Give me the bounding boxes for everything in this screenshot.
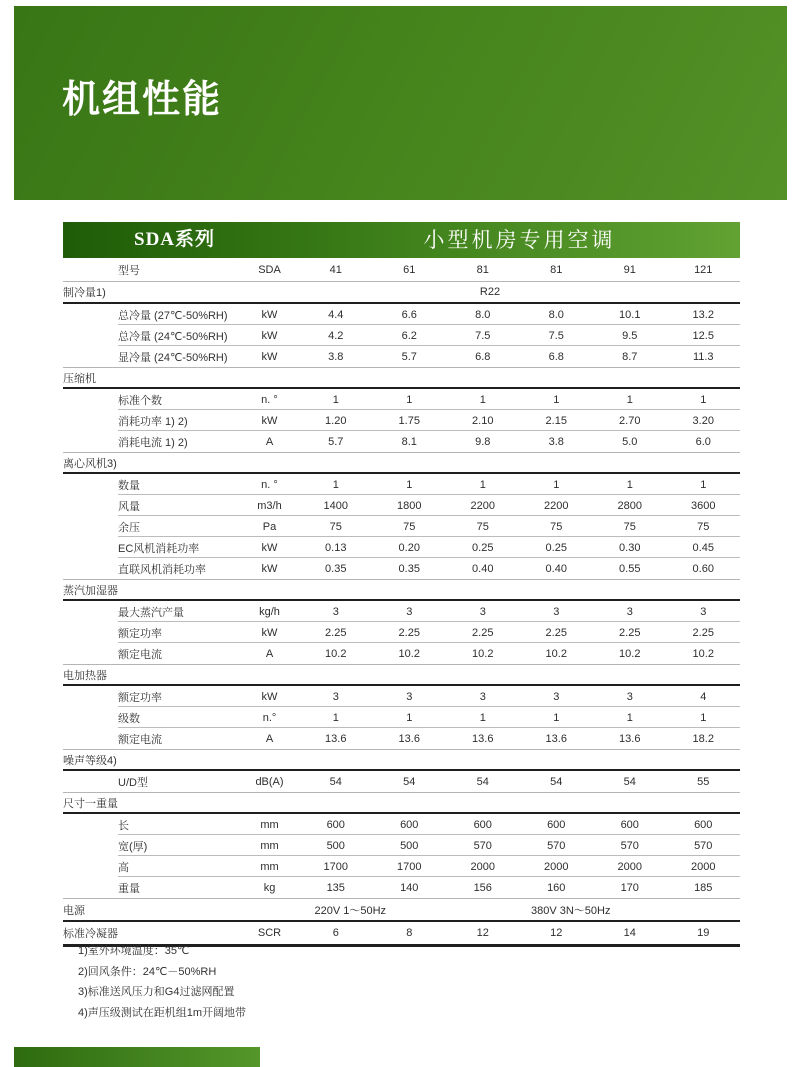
unit-cell: n.°	[262, 711, 277, 724]
row-label: 标准个数	[118, 394, 162, 407]
table-row	[63, 643, 740, 665]
unit-cell: m3/h	[257, 499, 282, 512]
unit-cell: mm	[260, 818, 279, 831]
value-cell: 140	[400, 881, 419, 894]
value-cell: 75	[403, 520, 416, 533]
value-cell: 1	[700, 711, 707, 724]
value-cell: 2000	[617, 860, 642, 873]
value-cell: 1	[626, 393, 633, 406]
unit-cell: kg	[263, 881, 276, 894]
value-cell: 2200	[470, 499, 495, 512]
unit-cell: kW	[261, 350, 278, 363]
value-cell: 156	[473, 881, 492, 894]
table-row	[63, 899, 740, 922]
value-cell: 19	[697, 927, 710, 939]
unit-cell: kW	[261, 562, 278, 575]
value-cell: 3.8	[548, 435, 564, 448]
value-cell: 8.1	[401, 435, 417, 448]
value-cell: 2200	[544, 499, 569, 512]
value-cell: 3	[332, 690, 339, 703]
value-cell: 81	[550, 263, 563, 276]
table-row	[63, 558, 740, 580]
value-cell: 1	[626, 478, 633, 491]
value-cell: 121	[694, 263, 713, 276]
value-cell: 8.0	[548, 308, 564, 321]
value-cell: 7.5	[475, 329, 491, 342]
value-cell: 14	[623, 927, 636, 939]
table-row	[63, 835, 740, 856]
value-cell: 1	[479, 393, 486, 406]
value-cell: 0.40	[545, 562, 567, 575]
value-cell: 9.5	[622, 329, 638, 342]
value-cell: 1	[406, 393, 413, 406]
footnote-line: 3)标准送风压力和G4过滤网配置	[78, 986, 235, 999]
value-cell: 55	[697, 775, 710, 788]
value-cell: 12	[550, 927, 563, 939]
product-title: 小型机房专用空调	[423, 228, 616, 252]
footnote-line: 1)室外环境温度：35℃	[78, 945, 190, 957]
row-label: 级数	[118, 712, 140, 725]
table-row	[63, 686, 740, 707]
value-cell: 1	[332, 393, 339, 406]
row-label: 蒸汽加湿器	[63, 584, 118, 597]
value-cell: 10.2	[619, 647, 641, 660]
value-cell: 0.30	[619, 541, 641, 554]
value-cell: 81	[476, 263, 489, 276]
table-row	[63, 282, 740, 304]
value-cell: 18.2	[692, 732, 714, 745]
value-cell: 2.25	[325, 626, 347, 639]
value-cell: 5.7	[328, 435, 344, 448]
value-cell: 54	[403, 775, 416, 788]
value-cell: 5.7	[401, 350, 417, 363]
footnote-line: 2)回风条件：24℃－50%RH	[78, 965, 217, 978]
row-label: 制冷量1)	[63, 287, 106, 299]
unit-cell: dB(A)	[255, 775, 284, 788]
value-cell: 1700	[397, 860, 422, 873]
value-cell: 8	[406, 927, 413, 939]
value-cell: 3	[553, 605, 560, 618]
value-cell: 13.2	[692, 308, 714, 321]
value-cell: 10.2	[325, 647, 347, 660]
row-label: 风量	[118, 500, 140, 513]
value-cell: 185	[694, 881, 713, 894]
unit-cell: n. °	[261, 393, 278, 406]
value-cell: 41	[329, 263, 342, 276]
row-label: 直联风机消耗功率	[118, 563, 206, 576]
value-cell: 11.3	[692, 350, 714, 363]
value-cell: 1.75	[398, 414, 420, 427]
value-cell: 75	[697, 520, 710, 533]
value-cell: 0.35	[398, 562, 420, 575]
table-row	[63, 601, 740, 622]
row-label: 噪声等级4)	[63, 754, 117, 767]
footnotes	[78, 941, 246, 1024]
value-cell: 8.7	[622, 350, 638, 363]
value-cell: 1	[553, 393, 560, 406]
unit-cell: A	[265, 732, 274, 745]
row-label: 消耗电流 1) 2)	[118, 436, 188, 449]
table-row	[63, 537, 740, 558]
series-label: SDA系列	[134, 229, 216, 250]
value-cell: 2.25	[398, 626, 420, 639]
value-cell: 6.8	[548, 350, 564, 363]
row-label: 额定电流	[118, 733, 162, 746]
value-cell: 54	[623, 775, 636, 788]
table-row	[63, 877, 740, 899]
table-row	[63, 346, 740, 368]
value-cell: 6	[332, 927, 339, 939]
table-row	[63, 771, 740, 793]
value-cell: 8.0	[475, 308, 491, 321]
value-cell: 600	[473, 818, 492, 831]
value-cell: 600	[400, 818, 419, 831]
row-label: 总冷量 (27℃-50%RH)	[118, 309, 228, 322]
table-row	[63, 728, 740, 750]
value-cell: 2.15	[545, 414, 567, 427]
green-banner	[14, 6, 787, 200]
table-row	[63, 304, 740, 325]
value-cell: 6.8	[475, 350, 491, 363]
unit-cell: mm	[260, 839, 279, 852]
value-cell: 54	[476, 775, 489, 788]
table-row	[63, 410, 740, 431]
value-cell: 10.2	[398, 647, 420, 660]
value-cell: 600	[547, 818, 566, 831]
table-row	[63, 814, 740, 835]
value-cell: 75	[550, 520, 563, 533]
row-label: 余压	[118, 521, 140, 534]
unit-cell: A	[265, 435, 274, 448]
value-cell: 2000	[544, 860, 569, 873]
row-label: 压缩机	[63, 372, 96, 385]
value-cell: 1	[332, 478, 339, 491]
value-cell: 1700	[323, 860, 348, 873]
spec-table	[63, 258, 740, 947]
table-header-bar	[63, 222, 740, 258]
value-cell: 3600	[691, 499, 716, 512]
value-cell: 6.2	[401, 329, 417, 342]
value-cell: 4.2	[328, 329, 344, 342]
value-cell: 0.40	[472, 562, 494, 575]
row-label: 消耗功率 1) 2)	[118, 415, 188, 428]
power-span: 380V 3N～50Hz	[531, 904, 611, 917]
value-cell: 10.2	[472, 647, 494, 660]
value-cell: 5.0	[622, 435, 638, 448]
value-cell: 0.45	[692, 541, 714, 554]
value-cell: 13.6	[325, 732, 347, 745]
value-cell: 10.2	[692, 647, 714, 660]
value-cell: 1	[406, 478, 413, 491]
row-label: U/D型	[118, 776, 148, 789]
value-cell: 570	[620, 839, 639, 852]
value-cell: 500	[400, 839, 419, 852]
row-label: 重量	[118, 882, 140, 895]
value-cell: 9.8	[475, 435, 491, 448]
value-cell: 13.6	[619, 732, 641, 745]
unit-cell: kW	[261, 414, 278, 427]
value-cell: 3	[406, 690, 413, 703]
spec-table-wrap	[63, 222, 740, 947]
value-cell: 3.8	[328, 350, 344, 363]
value-cell: 75	[623, 520, 636, 533]
value-cell: 0.55	[619, 562, 641, 575]
value-cell: 12.5	[692, 329, 714, 342]
footer-accent-bar	[14, 1047, 260, 1067]
value-cell: 2000	[470, 860, 495, 873]
table-row	[63, 516, 740, 537]
table-row	[63, 258, 740, 282]
value-cell: 3	[479, 605, 486, 618]
value-cell: 0.60	[692, 562, 714, 575]
unit-cell: Pa	[262, 520, 277, 533]
value-cell: 12	[476, 927, 489, 939]
row-label: 显冷量 (24℃-50%RH)	[118, 351, 228, 364]
unit-cell: kW	[261, 541, 278, 554]
table-row	[63, 325, 740, 346]
value-cell: 3	[406, 605, 413, 618]
unit-cell: kW	[261, 626, 278, 639]
unit-cell: A	[265, 647, 274, 660]
section-row	[63, 368, 740, 389]
value-cell: 13.6	[472, 732, 494, 745]
unit-cell: SDA	[258, 263, 281, 276]
row-label: 最大蒸汽产量	[118, 606, 184, 619]
value-cell: 54	[550, 775, 563, 788]
value-cell: 3	[553, 690, 560, 703]
unit-cell: mm	[260, 860, 279, 873]
value-cell: 2.70	[619, 414, 641, 427]
value-cell: 2.25	[472, 626, 494, 639]
unit-cell: kW	[261, 329, 278, 342]
row-label: 标准冷凝器	[63, 928, 118, 940]
value-cell: 1.20	[325, 414, 347, 427]
row-label: 额定电流	[118, 648, 162, 661]
refrigerant-span: R22	[479, 286, 501, 298]
table-row	[63, 431, 740, 453]
row-label: 尺寸一重量	[63, 797, 118, 810]
value-cell: 2800	[617, 499, 642, 512]
value-cell: 10.1	[619, 308, 641, 321]
value-cell: 3	[700, 605, 707, 618]
table-row	[63, 495, 740, 516]
row-label: 型号	[118, 264, 140, 277]
value-cell: 1	[700, 478, 707, 491]
row-label: 电加热器	[63, 669, 107, 682]
value-cell: 3.20	[692, 414, 714, 427]
value-cell: 1	[406, 711, 413, 724]
row-label: 高	[118, 861, 129, 874]
value-cell: 1400	[323, 499, 348, 512]
section-row	[63, 750, 740, 771]
table-row	[63, 389, 740, 410]
value-cell: 6.0	[695, 435, 711, 448]
unit-cell: n. °	[261, 478, 278, 491]
unit-cell: kg/h	[259, 605, 280, 618]
section-row	[63, 793, 740, 814]
row-label: 数量	[118, 479, 140, 492]
section-row	[63, 453, 740, 474]
row-label: 电源	[63, 904, 85, 917]
value-cell: 600	[326, 818, 345, 831]
value-cell: 0.35	[325, 562, 347, 575]
value-cell: 75	[476, 520, 489, 533]
value-cell: 3	[332, 605, 339, 618]
value-cell: 0.25	[545, 541, 567, 554]
value-cell: 2000	[691, 860, 716, 873]
value-cell: 2.25	[692, 626, 714, 639]
value-cell: 0.25	[472, 541, 494, 554]
value-cell: 1	[700, 393, 707, 406]
table-row	[63, 474, 740, 495]
value-cell: 4.4	[328, 308, 344, 321]
value-cell: 3	[626, 690, 633, 703]
value-cell: 4	[700, 690, 707, 703]
table-row	[63, 856, 740, 877]
value-cell: 61	[403, 263, 416, 276]
unit-cell: kW	[261, 308, 278, 321]
value-cell: 1	[332, 711, 339, 724]
value-cell: 1800	[397, 499, 422, 512]
value-cell: 54	[329, 775, 342, 788]
value-cell: 570	[694, 839, 713, 852]
value-cell: 135	[326, 881, 345, 894]
value-cell: 2.10	[472, 414, 494, 427]
value-cell: 160	[547, 881, 566, 894]
value-cell: 1	[479, 711, 486, 724]
footnote-line: 4)声压级测试在距机组1m开阔地带	[78, 1007, 247, 1020]
value-cell: 3	[479, 690, 486, 703]
row-label: 总冷量 (24℃-50%RH)	[118, 330, 228, 343]
value-cell: 0.13	[325, 541, 347, 554]
value-cell: 500	[326, 839, 345, 852]
value-cell: 1	[553, 478, 560, 491]
value-cell: 1	[553, 711, 560, 724]
value-cell: 6.6	[401, 308, 417, 321]
section-row	[63, 580, 740, 601]
value-cell: 0.20	[398, 541, 420, 554]
row-label: 额定功率	[118, 627, 162, 640]
value-cell: 7.5	[548, 329, 564, 342]
value-cell: 3	[626, 605, 633, 618]
value-cell: 10.2	[545, 647, 567, 660]
power-span: 220V 1～50Hz	[314, 904, 387, 917]
value-cell: 75	[329, 520, 342, 533]
value-cell: 570	[547, 839, 566, 852]
row-label: EC风机消耗功率	[118, 542, 200, 555]
value-cell: 13.6	[545, 732, 567, 745]
table-row	[63, 707, 740, 728]
value-cell: 170	[620, 881, 639, 894]
row-label: 宽(厚)	[118, 840, 148, 853]
value-cell: 600	[694, 818, 713, 831]
unit-cell: SCR	[257, 927, 282, 939]
table-row	[63, 622, 740, 643]
value-cell: 600	[620, 818, 639, 831]
section-row	[63, 665, 740, 686]
page-title: 机组性能	[62, 79, 223, 121]
value-cell: 570	[473, 839, 492, 852]
row-label: 长	[118, 819, 129, 832]
value-cell: 91	[623, 263, 636, 276]
value-cell: 1	[479, 478, 486, 491]
value-cell: 2.25	[619, 626, 641, 639]
value-cell: 2.25	[545, 626, 567, 639]
value-cell: 1	[626, 711, 633, 724]
row-label: 额定功率	[118, 691, 162, 704]
unit-cell: kW	[261, 690, 278, 703]
row-label: 离心风机3)	[63, 457, 117, 470]
value-cell: 13.6	[398, 732, 420, 745]
